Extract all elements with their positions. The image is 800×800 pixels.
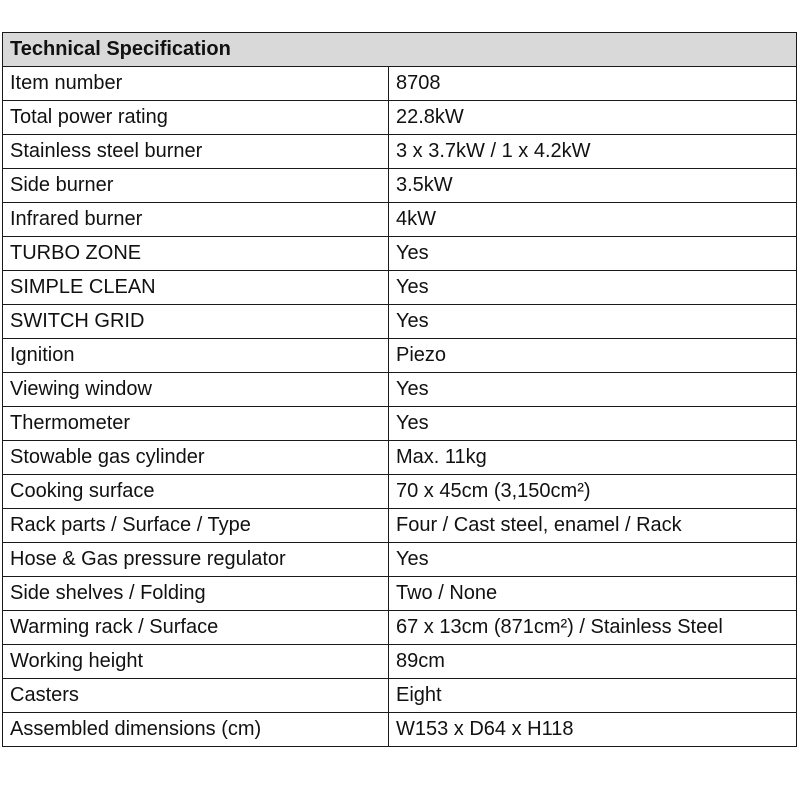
spec-value: 22.8kW (389, 101, 797, 135)
spec-label: Stainless steel burner (3, 135, 389, 169)
spec-label: Working height (3, 645, 389, 679)
spec-value: 70 x 45cm (3,150cm²) (389, 475, 797, 509)
spec-value: Piezo (389, 339, 797, 373)
table-row (3, 509, 797, 543)
spec-value: Yes (389, 543, 797, 577)
spec-value: Max. 11kg (389, 441, 797, 475)
spec-value: 3.5kW (389, 169, 797, 203)
spec-value: 8708 (389, 67, 797, 101)
spec-label: Side shelves / Folding (3, 577, 389, 611)
spec-value: Yes (389, 407, 797, 441)
spec-value: Four / Cast steel, enamel / Rack (389, 509, 797, 543)
table-row (3, 611, 797, 645)
spec-value: Two / None (389, 577, 797, 611)
spec-label: Hose & Gas pressure regulator (3, 543, 389, 577)
table-row (3, 101, 797, 135)
spec-value: 4kW (389, 203, 797, 237)
spec-value: 89cm (389, 645, 797, 679)
spec-value: Yes (389, 373, 797, 407)
spec-value: Eight (389, 679, 797, 713)
table-row (3, 645, 797, 679)
table-row (3, 441, 797, 475)
technical-specification-table (2, 32, 797, 747)
spec-label: Side burner (3, 169, 389, 203)
spec-label: SIMPLE CLEAN (3, 271, 389, 305)
spec-label: SWITCH GRID (3, 305, 389, 339)
spec-label: Assembled dimensions (cm) (3, 713, 389, 747)
table-row (3, 203, 797, 237)
spec-label: Cooking surface (3, 475, 389, 509)
table-row (3, 373, 797, 407)
table-row (3, 713, 797, 747)
table-row (3, 339, 797, 373)
spec-label: Ignition (3, 339, 389, 373)
table-body (3, 67, 797, 747)
table-row (3, 475, 797, 509)
spec-label: Stowable gas cylinder (3, 441, 389, 475)
table-row (3, 67, 797, 101)
table-row (3, 271, 797, 305)
spec-value: W153 x D64 x H118 (389, 713, 797, 747)
table-row (3, 543, 797, 577)
spec-label: Rack parts / Surface / Type (3, 509, 389, 543)
spec-label: TURBO ZONE (3, 237, 389, 271)
spec-label: Total power rating (3, 101, 389, 135)
table-row (3, 407, 797, 441)
table-header-row (3, 33, 797, 67)
spec-value: Yes (389, 237, 797, 271)
spec-label: Viewing window (3, 373, 389, 407)
spec-value: 3 x 3.7kW / 1 x 4.2kW (389, 135, 797, 169)
spec-value: Yes (389, 271, 797, 305)
spec-value: Yes (389, 305, 797, 339)
table-row (3, 305, 797, 339)
spec-value: 67 x 13cm (871cm²) / Stainless Steel (389, 611, 797, 645)
table-row (3, 169, 797, 203)
spec-label: Infrared burner (3, 203, 389, 237)
table-row (3, 577, 797, 611)
table-row (3, 237, 797, 271)
table-header-title: Technical Specification (3, 33, 797, 67)
table-row (3, 679, 797, 713)
spec-label: Warming rack / Surface (3, 611, 389, 645)
spec-label: Item number (3, 67, 389, 101)
spec-label: Thermometer (3, 407, 389, 441)
spec-label: Casters (3, 679, 389, 713)
table-row (3, 135, 797, 169)
